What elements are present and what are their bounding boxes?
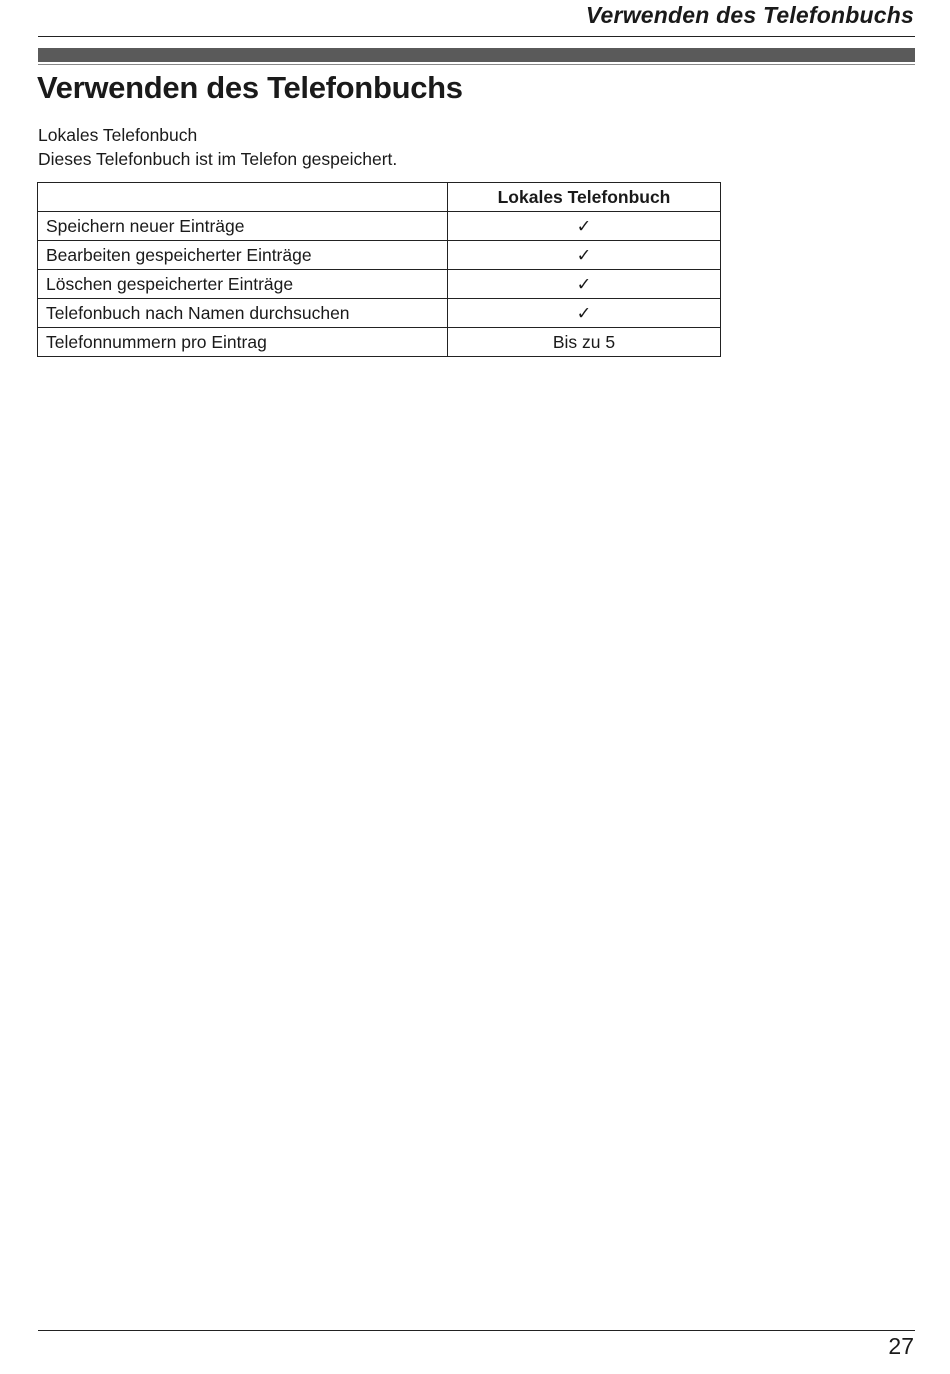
page-number: 27 bbox=[888, 1333, 914, 1359]
table-row bbox=[38, 270, 721, 299]
feature-cell: Telefonnummern pro Eintrag bbox=[38, 328, 448, 357]
header-bar bbox=[38, 48, 915, 62]
checkmark-icon: ✓ bbox=[448, 212, 721, 241]
feature-cell: Löschen gespeicherter Einträge bbox=[38, 270, 448, 299]
feature-cell: Speichern neuer Einträge bbox=[38, 212, 448, 241]
table-row bbox=[38, 328, 721, 357]
intro-text bbox=[38, 123, 397, 171]
checkmark-icon: ✓ bbox=[448, 241, 721, 270]
intro-line-2: Dieses Telefonbuch ist im Telefon gespeichert. bbox=[38, 149, 398, 169]
table-row bbox=[38, 212, 721, 241]
header-rule-under bbox=[38, 64, 915, 65]
table-header-local-phonebook: Lokales Telefonbuch bbox=[448, 183, 721, 212]
intro-line-1: Lokales Telefonbuch bbox=[38, 125, 198, 145]
phonebook-table bbox=[37, 182, 721, 357]
footer-rule bbox=[38, 1330, 915, 1331]
value-cell: Bis zu 5 bbox=[448, 328, 721, 357]
running-header: Verwenden des Telefonbuchs bbox=[585, 2, 914, 28]
table-header-feature bbox=[38, 183, 448, 212]
checkmark-icon: ✓ bbox=[448, 299, 721, 328]
checkmark-icon: ✓ bbox=[448, 270, 721, 299]
feature-cell: Telefonbuch nach Namen durchsuchen bbox=[38, 299, 448, 328]
table-row bbox=[38, 241, 721, 270]
header-rule bbox=[38, 36, 915, 37]
table-row bbox=[38, 299, 721, 328]
table-header-row bbox=[38, 183, 721, 212]
page-title: Verwenden des Telefonbuchs bbox=[37, 70, 463, 105]
feature-cell: Bearbeiten gespeicherter Einträge bbox=[38, 241, 448, 270]
